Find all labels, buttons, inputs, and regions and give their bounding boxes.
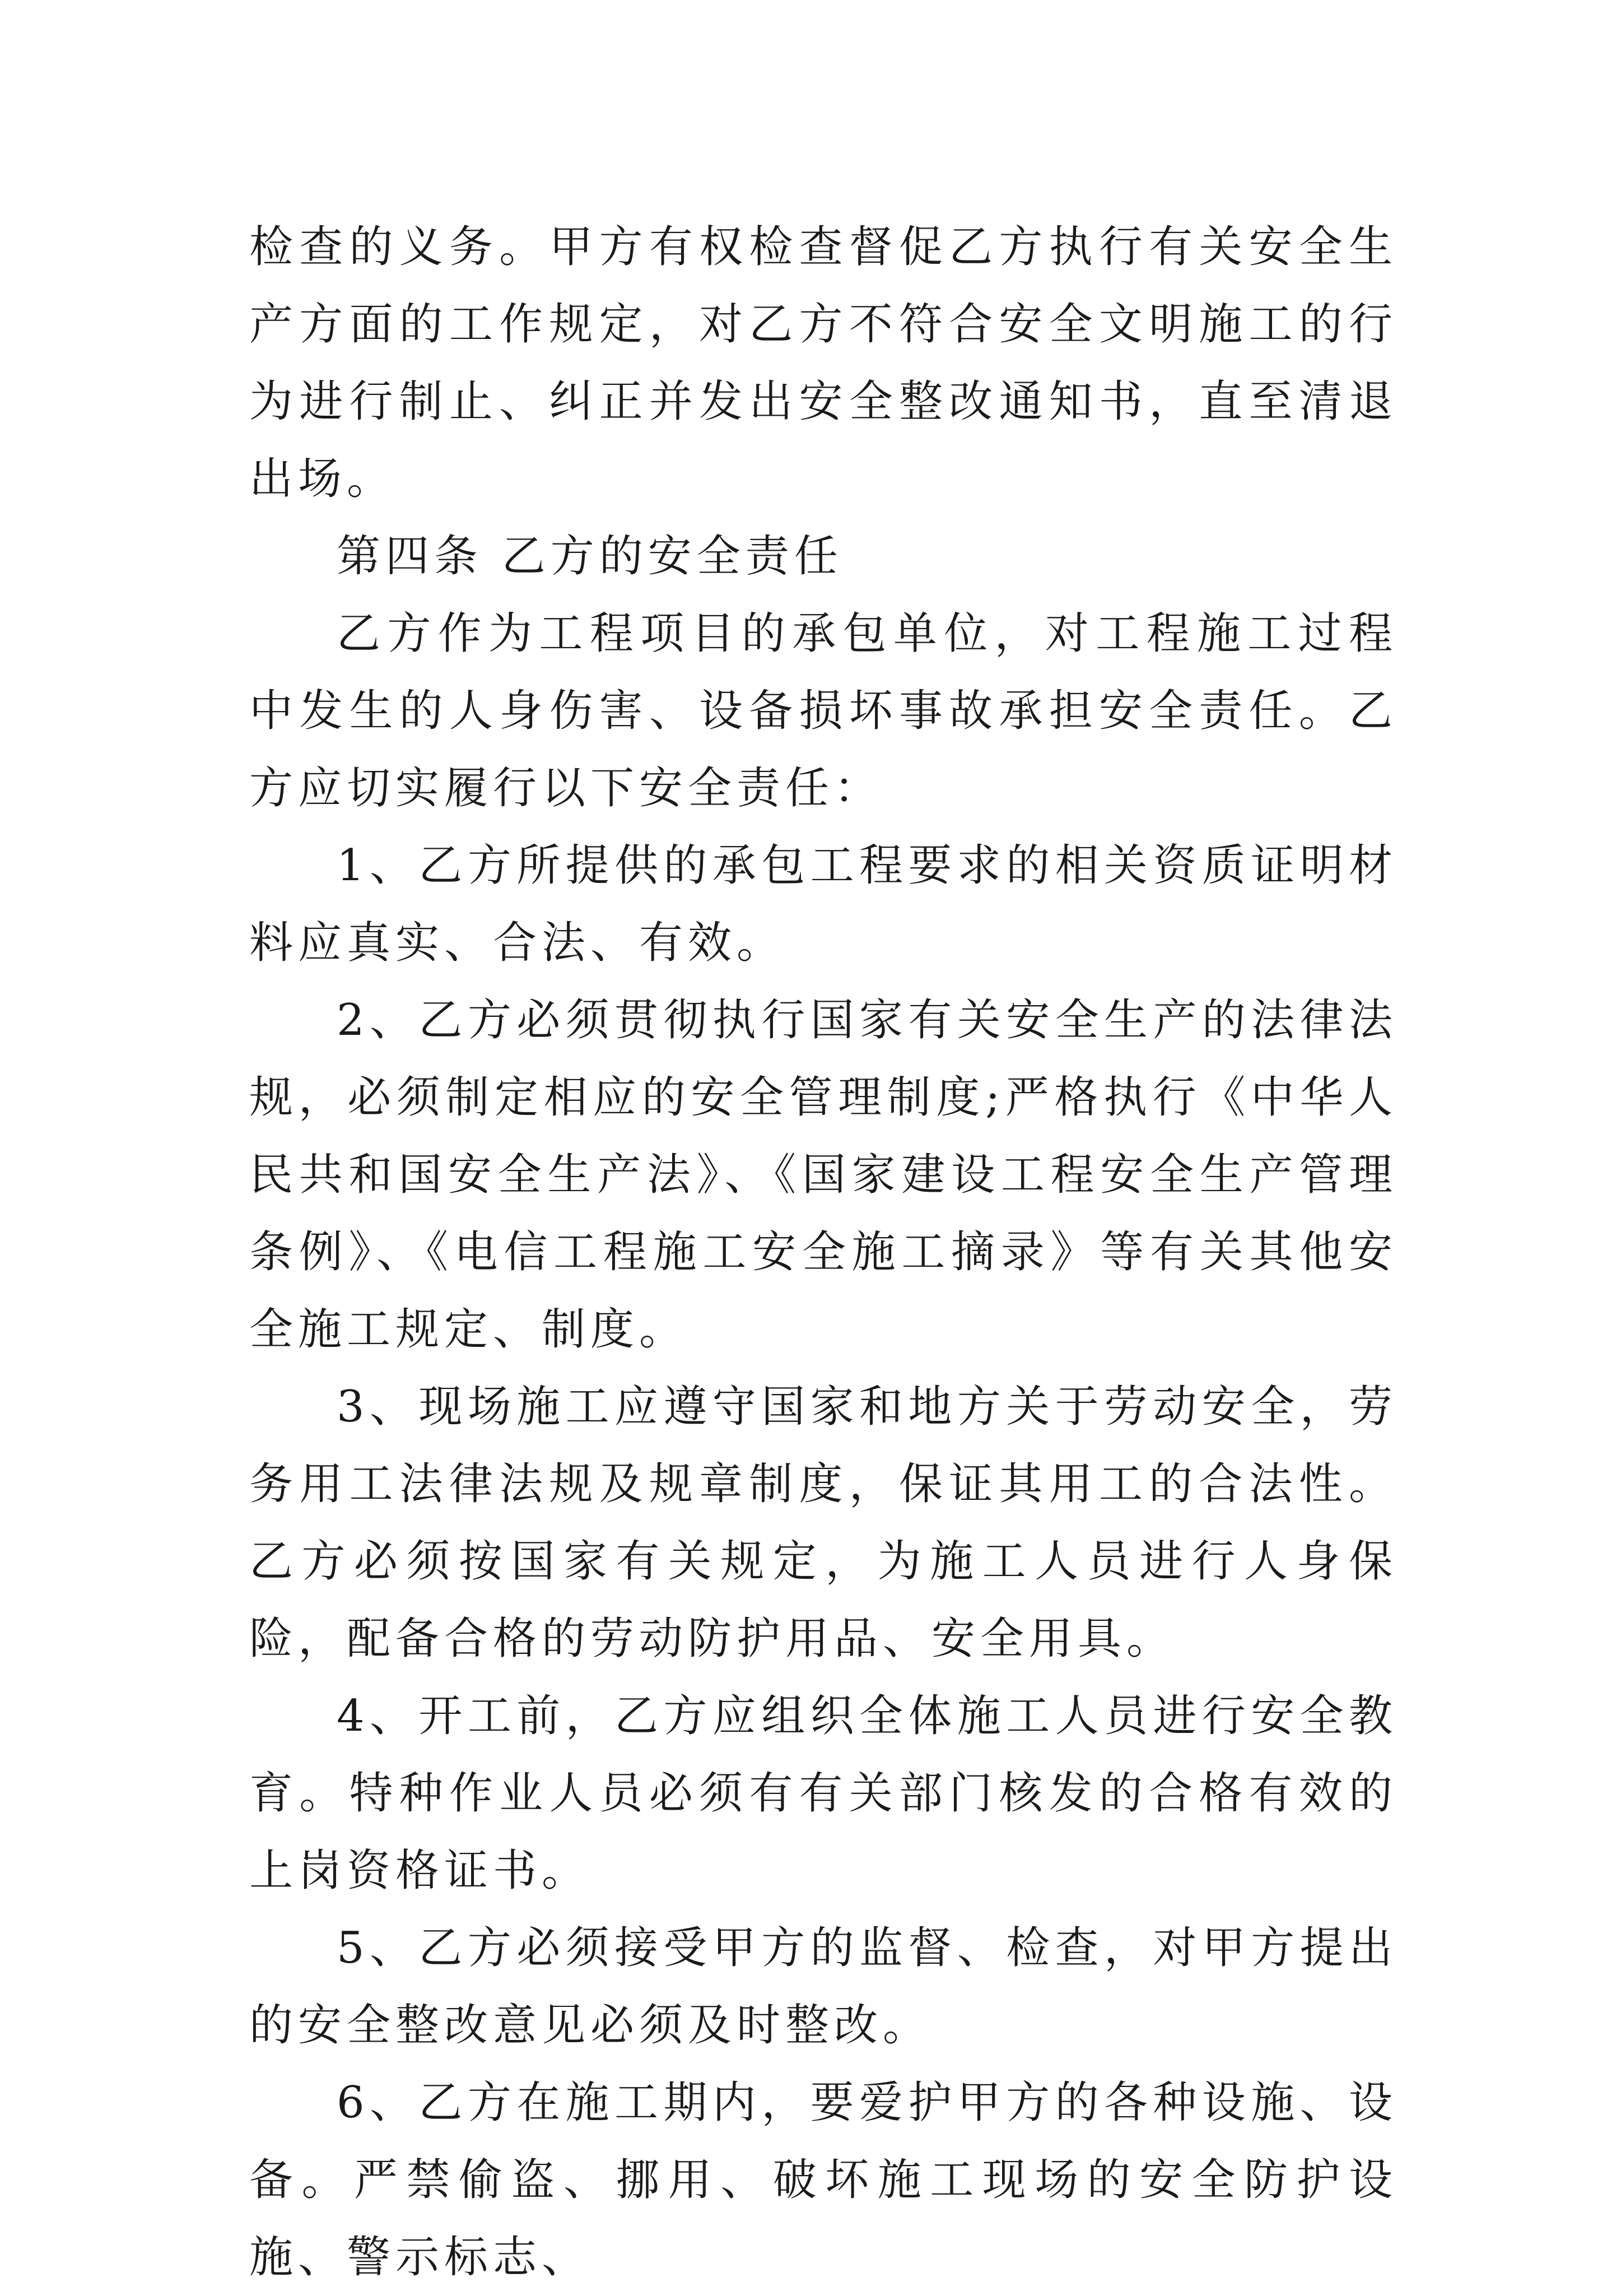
list-item: 5、乙方必须接受甲方的监督、检查，对甲方提出的安全整改意见必须及时整改。 xyxy=(249,1923,1398,2051)
paragraph: 乙方作为工程项目的承包单位，对工程施工过程中发生的人身伤害、设备损坏事故承担安全责任。乙方应切实履行以下安全责任： xyxy=(249,608,1398,814)
list-item: 3、现场施工应遵守国家和地方关于劳动安全，劳务用工法律法规及规章制度，保证其用工的合法性。乙方必须按国家有关规定，为施工人员进行人身保险，配备合格的劳动防护用品、安全用具。 xyxy=(249,1382,1398,1664)
paragraph-continued: 检查的义务。甲方有权检查督促乙方执行有关安全生产方面的工作规定，对乙方不符合安全文明施工的行为进行制止、纠正并发出安全整改通知书，直至清退出场。 xyxy=(249,222,1398,504)
document-body xyxy=(249,208,1398,2296)
list-item: 2、乙方必须贯彻执行国家有关安全生产的法律法规，必须制定相应的安全管理制度;严格执行《中华人民共和国安全生产法》、《国家建设工程安全生产管理条例》、《电信工程施工安全施工摘录》等有关其他安全施工规定、制度。 xyxy=(249,995,1398,1355)
list-item: 4、开工前，乙方应组织全体施工人员进行安全教育。特种作业人员必须有有关部门核发的合格有效的上岗资格证书。 xyxy=(249,1691,1398,1896)
list-item: 1、乙方所提供的承包工程要求的相关资质证明材料应真实、合法、有效。 xyxy=(249,840,1398,968)
list-item: 6、乙方在施工期内，要爱护甲方的各种设施、设备。严禁偷盗、挪用、破坏施工现场的安全防护设施、警示标志、 xyxy=(249,2077,1398,2283)
article-heading: 第四条 乙方的安全责任 xyxy=(337,531,843,582)
